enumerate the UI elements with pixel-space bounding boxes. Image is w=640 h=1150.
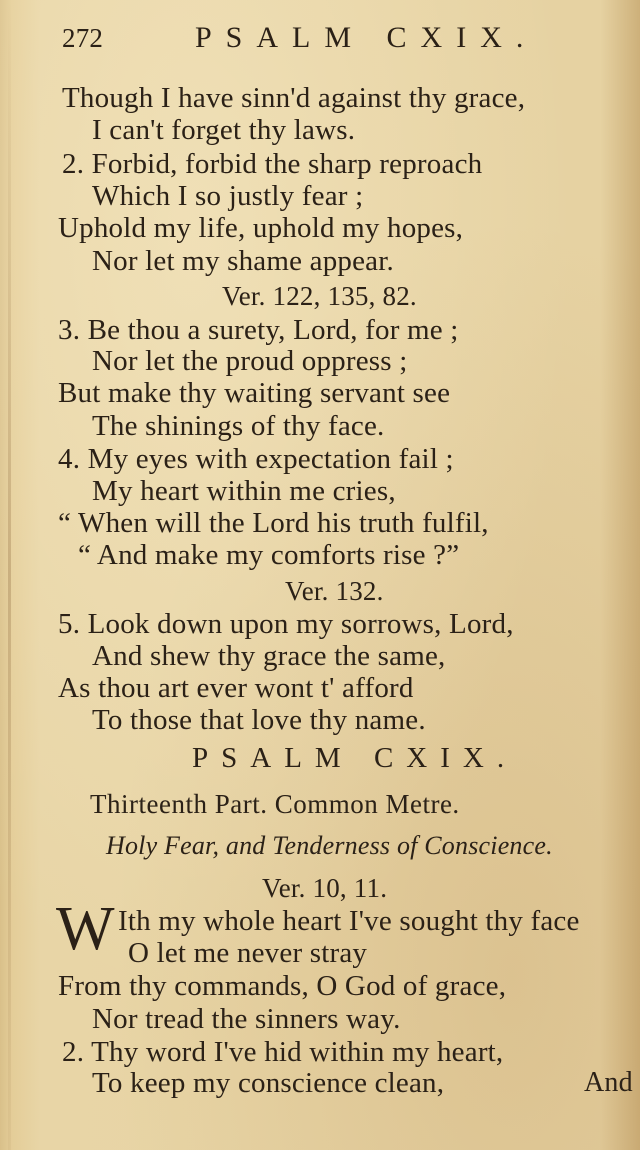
section-heading: PSALM CXIX. — [192, 742, 518, 774]
verse-reference: Ver. 122, 135, 82. — [222, 281, 417, 311]
verse-line: “ And make my comforts rise ?” — [78, 539, 460, 571]
verse-line: From thy commands, O God of grace, — [58, 970, 507, 1002]
page-gutter-shadow — [8, 0, 11, 1150]
verse-line: Nor let my shame appear. — [92, 245, 394, 277]
verse-line: 2. Thy word I've hid within my heart, — [62, 1036, 504, 1068]
verse-line: Nor let the proud oppress ; — [92, 345, 408, 377]
verse-line: My heart within me cries, — [92, 475, 396, 507]
verse-line: I can't forget thy laws. — [92, 114, 356, 146]
verse-line: O let me never stray — [128, 937, 368, 969]
verse-line: Uphold my life, uphold my hopes, — [58, 212, 464, 244]
verse-line: As thou art ever wont t' afford — [58, 672, 414, 704]
running-title: PSALM CXIX. — [195, 21, 538, 54]
verse-reference: Ver. 132. — [285, 576, 384, 606]
part-label: Thirteenth Part. Common Metre. — [90, 789, 460, 819]
section-subject: Holy Fear, and Tenderness of Conscience. — [106, 831, 553, 860]
verse-reference: Ver. 10, 11. — [262, 873, 388, 903]
verse-line: “ When will the Lord his truth fulfil, — [58, 507, 489, 539]
verse-line: Nor tread the sinners way. — [92, 1003, 401, 1035]
verse-line: Ith my whole heart I've sought thy face — [118, 905, 580, 937]
verse-line: 4. My eyes with expectation fail ; — [58, 443, 454, 475]
verse-line: To keep my conscience clean, — [92, 1067, 445, 1099]
verse-line: 2. Forbid, forbid the sharp reproach — [62, 148, 483, 180]
drop-cap: W — [56, 895, 115, 963]
verse-line: Though I have sinn'd against thy grace, — [62, 82, 526, 114]
verse-line: To those that love thy name. — [92, 704, 426, 736]
verse-line: 5. Look down upon my sorrows, Lord, — [58, 608, 514, 640]
verse-line: And shew thy grace the same, — [92, 640, 446, 672]
page-number: 272 — [62, 23, 104, 53]
verse-line: 3. Be thou a surety, Lord, for me ; — [58, 314, 459, 346]
verse-line: But make thy waiting servant see — [58, 377, 451, 409]
verse-line: Which I so justly fear ; — [92, 180, 364, 212]
catchword: And — [584, 1067, 633, 1098]
verse-line: The shinings of thy face. — [92, 410, 385, 442]
